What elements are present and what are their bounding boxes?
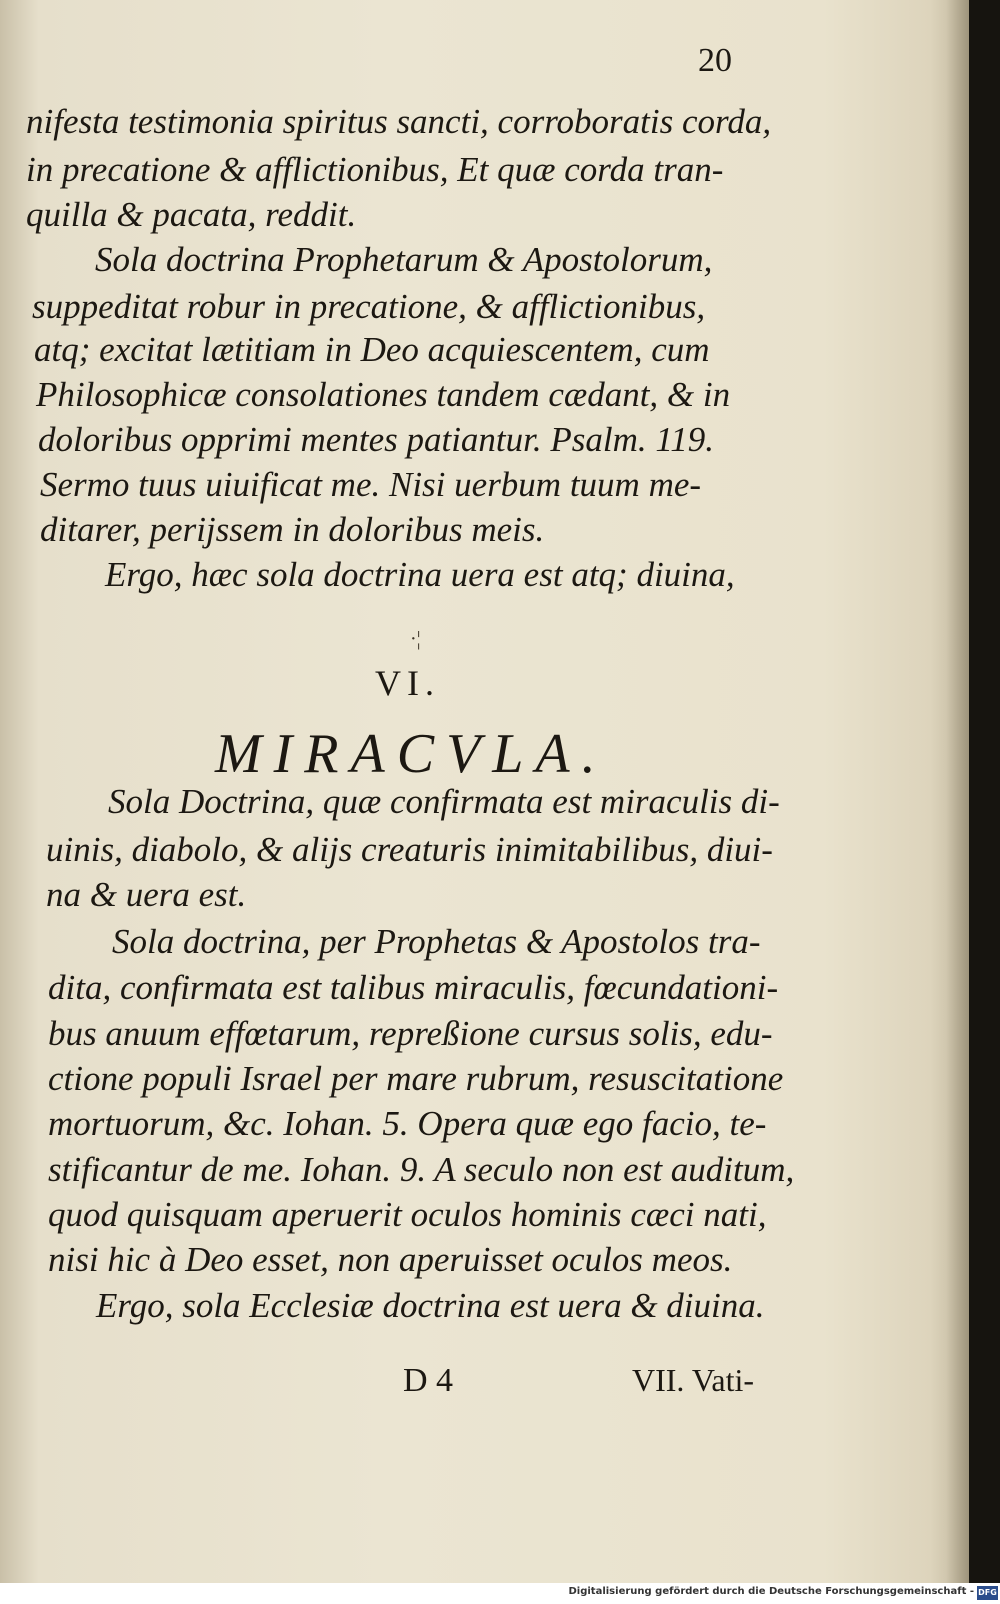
text-line: nifesta testimonia spiritus sancti, corroboratis corda,	[26, 102, 772, 141]
stray-mark: ·¦	[410, 628, 421, 650]
text-line: bus anuum effœtarum, repreßione cursus solis, edu-	[48, 1014, 773, 1053]
footer-bar	[0, 1583, 1000, 1604]
page-edge-shadow	[946, 0, 969, 1583]
section-heading: MIRACVLA.	[215, 723, 608, 785]
text-line: nisi hic à Deo esset, non aperuisset oculos meos.	[48, 1240, 733, 1279]
text-line: in precatione & afflictionibus, Et quæ corda tran-	[26, 150, 724, 189]
text-line: suppeditat robur in precatione, & afflictionibus,	[32, 287, 706, 326]
funding-notice: Digitalisierung gefördert durch die Deutsche Forschungsgemeinschaft -	[568, 1586, 974, 1597]
text-line: ctione populi Israel per mare rubrum, resuscitatione	[48, 1059, 784, 1098]
text-line: stificantur de me. Iohan. 9. A seculo non est auditum,	[48, 1150, 795, 1189]
text-line: quilla & pacata, reddit.	[26, 195, 357, 234]
section-number: VI.	[375, 663, 440, 703]
catchword: VII. Vati-	[632, 1362, 755, 1398]
text-line: quod quisquam aperuerit oculos hominis cæci nati,	[48, 1195, 767, 1234]
text-line: atq; excitat lætitiam in Deo acquiescentem, cum	[34, 330, 710, 369]
text-line: Sola doctrina, per Prophetas & Apostolos tra-	[112, 922, 761, 961]
dfg-logo[interactable]: DFG	[977, 1586, 998, 1600]
text-line: doloribus opprimi mentes patiantur. Psalm. 119.	[38, 420, 715, 459]
text-line: mortuorum, &c. Iohan. 5. Opera quæ ego facio, te-	[48, 1104, 767, 1143]
text-line: dita, confirmata est talibus miraculis, fœcundationi-	[48, 968, 779, 1007]
text-line: Ergo, sola Ecclesiæ doctrina est uera & diuina.	[96, 1286, 765, 1325]
text-line: Sola doctrina Prophetarum & Apostolorum,	[95, 240, 713, 279]
text-line: uinis, diabolo, & alijs creaturis inimitabilibus, diui-	[46, 830, 773, 869]
text-line: Sola Doctrina, quæ confirmata est miraculis di-	[108, 782, 780, 821]
signature-mark: D 4	[403, 1362, 454, 1399]
text-line: na & uera est.	[46, 875, 247, 914]
text-line: Sermo tuus uiuificat me. Nisi uerbum tuum me-	[40, 465, 702, 504]
text-line: ditarer, perijssem in doloribus meis.	[40, 510, 545, 549]
page-number: 20	[698, 42, 732, 79]
text-line: Philosophicæ consolationes tandem cædant, & in	[36, 375, 731, 414]
text-line: Ergo, hæc sola doctrina uera est atq; diuina,	[105, 555, 735, 594]
